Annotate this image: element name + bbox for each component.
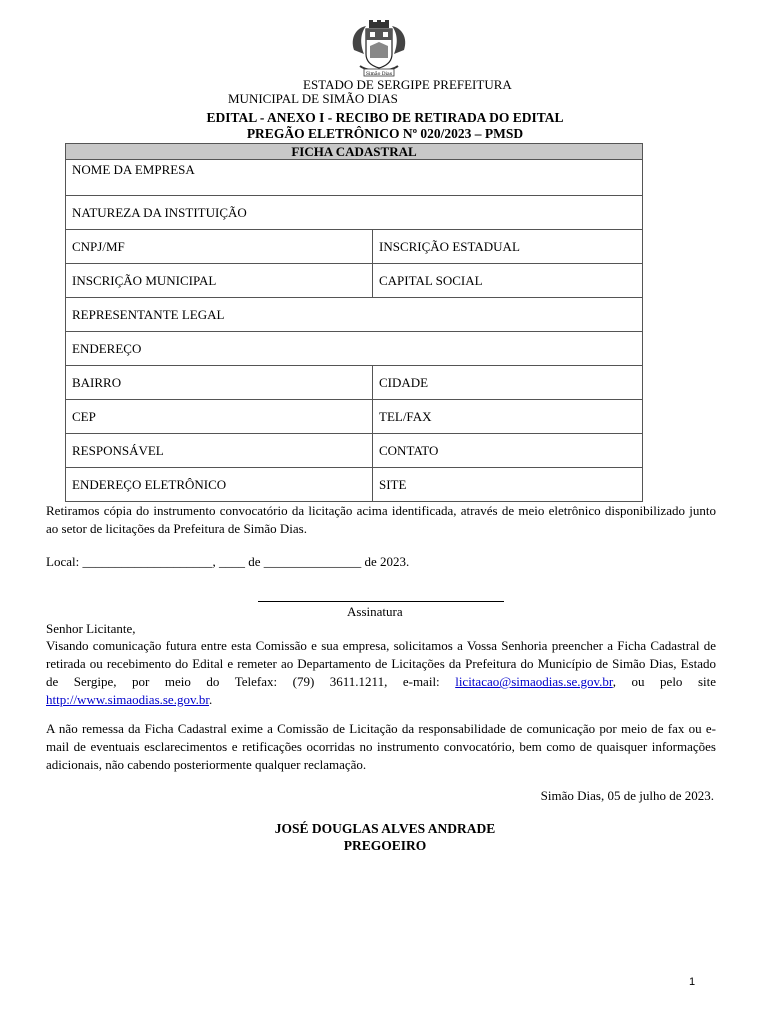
field-company-name[interactable]: NOME DA EMPRESA bbox=[66, 160, 643, 196]
signature-line bbox=[258, 601, 504, 602]
document-title: EDITAL - ANEXO I - RECIBO DE RETIRADA DO EDITAL bbox=[206, 110, 564, 125]
local-date-line: Local: ____________________, ____ de _______________ de 2023. bbox=[46, 554, 410, 569]
field-share-capital[interactable]: CAPITAL SOCIAL bbox=[373, 264, 643, 298]
receipt-paragraph: Retiramos cópia do instrumento convocatório da licitação acima identificada, através de meio eletrônico disponibilizado junto ao setor de licitações da Prefeitura de Simão Dias. bbox=[46, 503, 716, 536]
field-municipal-registration[interactable]: INSCRIÇÃO MUNICIPAL bbox=[66, 264, 373, 298]
document-subtitle: PREGÃO ELETRÔNICO Nº 020/2023 – PMSD bbox=[246, 126, 524, 141]
page-number: 1 bbox=[689, 976, 696, 988]
svg-text:Simão Dias: Simão Dias bbox=[365, 72, 393, 77]
email-link[interactable]: licitacao@simaodias.se.gov.br bbox=[455, 674, 613, 689]
site-suffix: . bbox=[208, 692, 213, 707]
field-responsible[interactable]: RESPONSÁVEL bbox=[66, 434, 373, 468]
date-line: Simão Dias, 05 de julho de 2023. bbox=[540, 788, 714, 803]
field-institution-nature[interactable]: NATUREZA DA INSTITUIÇÃO bbox=[66, 196, 643, 230]
field-site[interactable]: SITE bbox=[373, 468, 643, 502]
field-city[interactable]: CIDADE bbox=[373, 366, 643, 400]
state-line: ESTADO DE SERGIPE PREFEITURA bbox=[303, 77, 512, 92]
field-email[interactable]: ENDEREÇO ELETRÔNICO bbox=[66, 468, 373, 502]
notice-text: Visando comunicação futura entre esta Comissão e sua empresa, solicitamos a Vossa Senhoria preencher a Ficha Cadastral de retirada ou recebimento do Edital e remeter ao Departamento de Licitações da Prefeitura do Município de Simão Dias, Estado de Sergipe, por meio do Telefax: (79) 3611.1211, e-mail: bbox=[46, 638, 716, 689]
form-heading: FICHA CADASTRAL bbox=[66, 144, 643, 160]
municipality-line: MUNICIPAL DE SIMÃO DIAS bbox=[228, 91, 398, 106]
field-address[interactable]: ENDEREÇO bbox=[66, 332, 643, 366]
coat-of-arms-icon bbox=[348, 20, 410, 78]
notice-paragraph bbox=[46, 637, 716, 709]
signature-label: Assinatura bbox=[347, 604, 403, 619]
registration-form-table bbox=[65, 143, 643, 502]
signer-role: PREGOEIRO bbox=[343, 838, 427, 853]
field-phone-fax[interactable]: TEL/FAX bbox=[373, 400, 643, 434]
field-neighborhood[interactable]: BAIRRO bbox=[66, 366, 373, 400]
salutation: Senhor Licitante, bbox=[46, 621, 136, 636]
field-zip[interactable]: CEP bbox=[66, 400, 373, 434]
disclaimer-paragraph: A não remessa da Ficha Cadastral exime a Comissão de Licitação da responsabilidade de comunicação por meio de fax ou e-mail de eventuais esclarecimentos e retificações ocorridas no instrumento convocatório, bem como de quaisquer informações adicionais, não cabendo posteriormente qualquer reclamação. bbox=[46, 721, 716, 772]
signer-name: JOSÉ DOUGLAS ALVES ANDRADE bbox=[274, 821, 496, 836]
field-state-registration[interactable]: INSCRIÇÃO ESTADUAL bbox=[373, 230, 643, 264]
site-prefix: , ou pelo site bbox=[612, 674, 717, 689]
field-cnpj[interactable]: CNPJ/MF bbox=[66, 230, 373, 264]
field-contact[interactable]: CONTATO bbox=[373, 434, 643, 468]
field-legal-representative[interactable]: REPRESENTANTE LEGAL bbox=[66, 298, 643, 332]
website-link[interactable]: http://www.simaodias.se.gov.br bbox=[46, 692, 209, 707]
